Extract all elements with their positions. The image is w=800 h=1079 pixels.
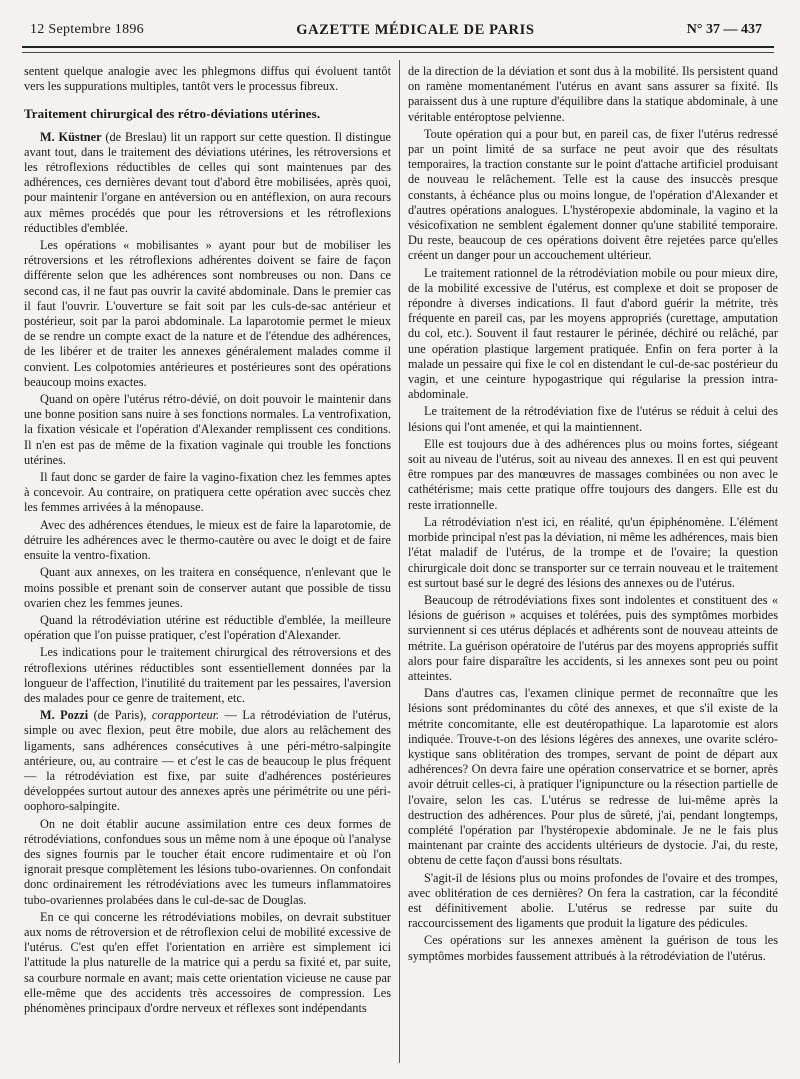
paragraph: Toute opération qui a pour but, en pareil cas, de fixer l'utérus redressé par un point limité de sa surface ne peut avoir que des résultats temporaires, la traction constante sur le point d'attache artificiel produisant de nouveau le relâchement. Telle est la cause des insuccès presque constants, à échéance plus ou moins longue, de l'opération d'Alexander et d'autres opérations analogues. L'hystéropexie abdominale, la vagino et la vésicofixation ne semblent également donner qu'une stabilité temporaire. Du reste, beaucoup de ces opérations doivent être rejetées parce qu'elles créent un danger pour un accouchement ultérieur. xyxy=(408,126,778,263)
paragraph: Quand on opère l'utérus rétro-dévié, on doit pouvoir le maintenir dans une bonne position sans nuire à ses fonctions normales. La ventrofixation, la fixation vésicale et l'opération d'Alexander remplissent ces conditions. Il n'en est pas de même de la fixation vaginale qui trouble les fonctions utérines. xyxy=(24,392,391,467)
paragraph: de la direction de la déviation et sont dus à la mobilité. Ils persistent quand on ramène momentanément l'utérus en avant sans assurer sa fixité. Ils paraissent dus à une rupture d'équilibre dans la statique abdominale, à une véritable entéroptose pelvienne. xyxy=(408,64,778,124)
journal-title: GAZETTE MÉDICALE DE PARIS xyxy=(296,21,535,38)
paragraph: Dans d'autres cas, l'examen clinique permet de reconnaître que les lésions sont prédominantes du côté des annexes, et que s'il existe de la métrite concomitante, elle est deutéropathique. La laparotomie est alors indiquée. Trouve-t-on des lésions légères des annexes, une ovarite scléro-kystique sans oblitération des trompes, servant de point de départ aux adhérences? On devra faire une opération conservatrice et se borner, après avoir détruit celles-ci, à pratiquer l'ignipuncture ou la résection partielle de l'ovaire, selon les cas. L'utérus se redresse de lui-même après la destruction des adhérences. Pour plus de sûreté, j'ai, pendant longtemps, complété l'opération par l'hystéropexie abdominale. Je ne le fais plus maintenant par crainte des accidents ultérieurs de dystocie. J'ai, du reste, obtenu de cette façon d'aussi bons résultats. xyxy=(408,686,778,868)
issue-page-number: N° 37 — 437 xyxy=(686,22,762,37)
left-column xyxy=(24,64,391,1065)
paragraph: Elle est toujours due à des adhérences plus ou moins fortes, siégeant soit au niveau de l'utérus, soit au niveau des annexes. Il en est qui peuvent être rompues par des manœuvres de massages combinées ou non avec le cathétérisme; mais cette pratique offre toujours des dangers. Elle est du reste irrationnelle. xyxy=(408,436,778,512)
paragraph: Le traitement rationnel de la rétrodéviation mobile ou pour mieux dire, de la mobilité excessive de l'utérus, est complexe et doit se proposer de répondre à diverses indications. Il faut d'abord guérir la métrite, très fréquente en pareil cas, par les moyens appropriés (curettage, amputation du col, etc.). Souvent il faut restaurer le périnée, déchiré ou relâché, par une opération plastique largement pratiquée. Enfin on fera porter à la malade un pessaire qui fixe le col en distendant le cul-de-sac postérieur du vagin, et une ceinture hypogastrique qui régularise la pression intra-abdominale. xyxy=(408,265,778,402)
paragraph: Quant aux annexes, on les traitera en conséquence, n'enlevant que le moins possible et prenant soin de conserver autant que possible de tissu ovarien chez les femmes jeunes. xyxy=(24,565,391,610)
speaker-name: M. Küstner xyxy=(40,129,102,144)
paragraph: Le traitement de la rétrodéviation fixe de l'utérus se réduit à celui des lésions qui l'ont amenée, et qui la maintiennent. xyxy=(408,404,778,434)
speaker-place: (de Paris), xyxy=(88,708,152,723)
paragraph: Il faut donc se garder de faire la vagino-fixation chez les femmes aptes à concevoir. Au contraire, on pratiquera cette opération avec succès chez les femmes arrivées à la ménopause. xyxy=(24,470,391,515)
paragraph: Les indications pour le traitement chirurgical des rétroversions et des rétroflexions utérines réductibles sont essentiellement données par la longueur de l'affection, l'inutilité du traitement par les pessaires, l'aversion des malades pour ce genre de traitement, etc. xyxy=(24,645,391,705)
speaker-name: M. Pozzi xyxy=(40,708,89,723)
paragraph: Quand la rétrodéviation utérine est réductible d'emblée, la meilleure opération que l'on puisse pratiquer, c'est l'opération d'Alexander. xyxy=(24,612,391,643)
running-header xyxy=(30,18,762,42)
paragraph-kustner xyxy=(24,130,391,236)
right-column xyxy=(408,64,778,1065)
header-rule-thin xyxy=(22,52,774,53)
paragraph: On ne doit établir aucune assimilation entre ces deux formes de rétrodéviations, confondues sous un même nom à une époque où l'analyse des signes fournis par le toucher était encore rudimentaire et où l'on ignorait presque complètement les lésions tubo-ovariennes. On confondait donc ordinairement les rétrodéviations avec les tumeurs inflammatoires tubo-ovariennes prolabées dans le cul-de-sac de Douglas. xyxy=(24,816,391,907)
header-date: 12 Septembre 1896 xyxy=(30,22,144,37)
paragraph-pozzi xyxy=(24,708,391,814)
paragraph: En ce qui concerne les rétrodéviations mobiles, on devrait substituer aux noms de rétroversion et de rétroflexion celui de mobilité excessive de l'utérus. C'est qu'en effet l'orientation en arrière est simplement ici l'attitude la plus naturelle de la matrice qui a perdu sa fixité et, par suite, sa courbure normale en avant; mais cette orientation vicieuse ne cause par elle-même que des accidents très accessoires de compression. Les phénomènes principaux d'ordre nerveux et réflexes sont indépendants xyxy=(24,909,391,1015)
paragraph: La rétrodéviation n'est ici, en réalité, qu'un épiphénomène. L'élément morbide principal n'est pas la déviation, ni même les adhérences, mais bien l'état maladif de l'utérus, de la trompe et de l'ovaire; la question chirurgicale doit donc se transporter sur ce terrain nouveau et le traitement est surtout basé sur le degré des lésions des annexes ou de l'utérus. xyxy=(408,514,778,590)
paragraph: Beaucoup de rétrodéviations fixes sont indolentes et constituent des « lésions de guérison » acquises et tolérées, puis des symptômes morbides surviennent si ces utérus déplacés et adhérents sont de nouveau atteints de métrite. La guérison opératoire de l'utérus par des moyens appropriés suffit alors pour faire disparaître les accidents, si les annexes sont peu ou point atteintes. xyxy=(408,592,778,683)
paragraph: Les opérations « mobilisantes » ayant pour but de mobiliser les rétroversions et les rétroflexions adhérentes doivent se faire de façon différente selon que les adhérences sont nombreuses ou non. Dans ce second cas, il ne faut pas ouvrir la cavité abdominale. Dans le premier cas il faut l'ouvrir. L'ouverture se fait soit par les culs-de-sac antérieur et postérieur, soit par la paroi abdominale. La laparotomie permet le mieux de se rendre un compte exact de la nature et de l'étendue des adhérences, de les libérer et de traiter les annexes généralement malades comme il convient. Les colpotomies antérieures et postérieures sont des opérations beaucoup moins exactes. xyxy=(24,238,391,389)
paragraph: sentent quelque analogie avec les phlegmons diffus qui évoluent tantôt vers les suppurations multiples, tantôt vers le processus fibreux. xyxy=(24,64,391,94)
column-divider xyxy=(399,60,400,1063)
paragraph-text: — La rétrodéviation de l'utérus, simple ou avec flexion, peut être mobile, due alors au relâchement des ligaments, sans adhérences consécutives à une péri-métro-salpingite antérieure, ou, au contraire — et c'est le cas de beaucoup le plus fréquent — la rétrodéviation est fixe, par suite d'adhérences postérieures développées surtout autour des annexes après une périmétrite ou une péri-oophoro-salpingite. xyxy=(24,708,391,814)
header-rule-thick xyxy=(22,46,774,48)
paragraph: Ces opérations sur les annexes amènent la guérison de tous les symptômes morbides faussement attribués à la rétrodéviation de l'utérus. xyxy=(408,933,778,963)
paragraph-text: (de Breslau) lit un rapport sur cette question. Il distingue avant tout, dans le traitement des déviations utérines, les rétroversions et les rétroflexions réductibles de celles qui sont maintenues par des adhérences, ces dernières devant tout d'abord être mobilisées, après quoi, pour maintenir l'organe en antéversion ou en antéflexion, on aura recours aux mêmes procédés que pour les rétroversions et les rétroflexions réductibles d'emblée. xyxy=(24,129,391,235)
paragraph: Avec des adhérences étendues, le mieux est de faire la laparotomie, de détruire les adhérences avec le thermo-cautère ou avec le doigt et de faire ensuite la ventro-fixation. xyxy=(24,517,391,563)
section-heading: Traitement chirurgical des rétro-déviations utérines. xyxy=(24,106,321,122)
paragraph: S'agit-il de lésions plus ou moins profondes de l'ovaire et des trompes, avec oblitération de ces dernières? On fera la castration, car la fécondité est définitivement abolie. L'utérus se redresse par suite du raccourcissement des ligaments que produit la ligature des pédicules. xyxy=(408,870,778,931)
speaker-role: corapporteur. xyxy=(151,708,220,723)
